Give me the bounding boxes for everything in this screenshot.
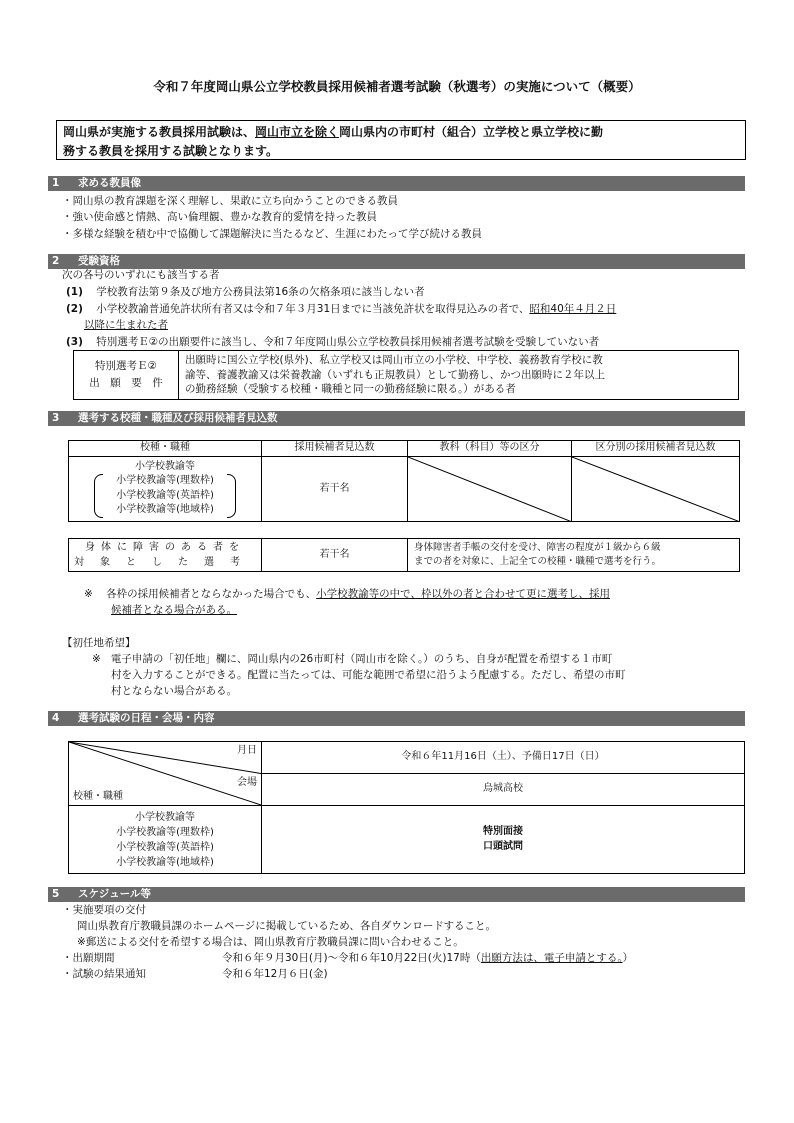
section-header-1 bbox=[48, 176, 745, 191]
special-requirement-table bbox=[73, 350, 739, 400]
section-header-2 bbox=[48, 254, 745, 269]
section-header-4 bbox=[48, 711, 745, 726]
section-title: 選考試験の日程・会場・内容 bbox=[78, 712, 215, 724]
corner-type-label: 校種・職種 bbox=[73, 790, 123, 802]
s5-period bbox=[222, 951, 633, 966]
special-content-cell bbox=[179, 351, 739, 400]
special-label-2: 出 願 要 件 bbox=[89, 377, 163, 389]
item-number: (3) bbox=[66, 336, 83, 348]
header-count: 採用候補者見込数 bbox=[262, 441, 408, 457]
first-post-title: 【初任地希望】 bbox=[62, 637, 136, 649]
section-number: 2 bbox=[52, 255, 60, 267]
first-post-line-3: 村とならない場合がある。 bbox=[111, 685, 237, 697]
disability-label-1: 身体に障害のある者を bbox=[85, 542, 245, 553]
type-item: 小学校教諭等(地域枠) bbox=[116, 504, 214, 516]
s1-item-3: ・多様な経験を積む中で協働して課題解決に当たるなど、生涯にわたって学び続ける教員 bbox=[62, 228, 482, 240]
selection-table bbox=[68, 440, 740, 522]
diagonal-line bbox=[408, 457, 571, 522]
s5-result-label: ・試験の結果通知 bbox=[62, 968, 146, 980]
intro-text: 岡山県が実施する教員採用試験は、 bbox=[63, 125, 256, 139]
period-end: ） bbox=[622, 952, 634, 964]
s2-item-2-cont: 以降に生まれた者 bbox=[84, 319, 168, 331]
section-header-3 bbox=[48, 411, 745, 426]
note-text: 各枠の採用候補者とならなかった場合でも、 bbox=[106, 588, 317, 600]
disability-count: 若干名 bbox=[262, 539, 408, 572]
header-subject-count: 区分別の採用候補者見込数 bbox=[572, 441, 740, 457]
first-post-line-2: 村を入力することができる。配置に当たっては、可能な範囲で希望に沿うよう配慮する。ただし、希望の市町 bbox=[111, 669, 626, 681]
disability-label-2: 対象とした選考 bbox=[74, 557, 256, 568]
content-item-2: 口頭試問 bbox=[483, 840, 523, 852]
document-title: 令和７年度岡山県公立学校教員採用候補者選考試験（秋選考）の実施について（概要） bbox=[153, 79, 641, 94]
item-text: 特別選考Ｅ②の出願要件に該当し、令和７年度岡山県公立学校教員採用候補者選考試験を受験していない者 bbox=[96, 336, 600, 348]
schedule-types-cell bbox=[69, 806, 262, 874]
corner-date-label: 月日 bbox=[237, 745, 257, 756]
disability-note-cell bbox=[408, 539, 740, 572]
s2-item-2 bbox=[66, 302, 616, 317]
schedule-content-cell bbox=[262, 806, 745, 874]
content-item-1: 特別面接 bbox=[483, 826, 523, 837]
s5-line-2: 岡山県教育庁教職員課のホームページに掲載しているため、各自ダウンロードすること。 bbox=[77, 920, 497, 932]
type-item: 小学校教諭等(英語枠) bbox=[116, 489, 214, 501]
s3-note bbox=[84, 587, 610, 602]
header-type: 校種・職種 bbox=[69, 441, 262, 457]
type-item: 小学校教諭等(英語枠) bbox=[116, 841, 214, 853]
section-title: 選考する校種・職種及び採用候補者見込数 bbox=[78, 412, 278, 424]
item-underlined: 昭和40年４月２日 bbox=[529, 303, 617, 315]
section-number: 4 bbox=[52, 712, 60, 724]
first-post-text: 電子申請の「初任地」欄に、岡山県内の26市町村（岡山市を除く。）のうち、自身が配置を希望する１市町 bbox=[110, 653, 613, 665]
section-number: 5 bbox=[52, 888, 60, 900]
bracket-right bbox=[227, 474, 236, 518]
first-post-line-1 bbox=[92, 652, 612, 667]
corner-venue-label: 会場 bbox=[237, 777, 257, 788]
special-line-1: 出願時に国公立学校(県外)、私立学校又は岡山市立の小学校、中学校、義務教育学校に教 bbox=[185, 354, 603, 367]
type-item: 小学校教諭等 bbox=[135, 460, 195, 472]
s1-item-1: ・岡山県の教育課題を深く理解し、果敢に立ち向かうことのできる教員 bbox=[62, 195, 398, 207]
subject-cell-empty bbox=[408, 456, 572, 522]
type-item: 小学校教諭等 bbox=[135, 811, 195, 823]
type-item: 小学校教諭等(地域枠) bbox=[116, 856, 214, 868]
intro-box bbox=[56, 120, 746, 160]
type-item: 小学校教諭等(理数枠) bbox=[116, 475, 214, 487]
special-line-3: の勤務経験（受験する校種・職種と同一の勤務経験に限る。）がある者 bbox=[185, 383, 516, 396]
period-text: 令和６年９月30日(月)～令和６年10月22日(火)17時（ bbox=[222, 952, 481, 964]
schedule-corner-cell bbox=[69, 742, 262, 806]
intro-line-1 bbox=[63, 123, 739, 142]
section-title: 求める教員像 bbox=[78, 177, 141, 189]
note-mark: ※ bbox=[84, 588, 93, 600]
item-text: 学校教育法第９条及び地方公務員法第16条の欠格条項に該当しない者 bbox=[96, 286, 425, 298]
schedule-date: 令和６年11月16日（土）、予備日17日（日） bbox=[262, 742, 745, 774]
section-number: 1 bbox=[52, 177, 60, 189]
s5-period-label: ・出願期間 bbox=[62, 952, 115, 964]
special-label-cell bbox=[74, 351, 179, 400]
disability-note-2: までの者を対象に、上記全ての校種・職種で選考を行う。 bbox=[414, 556, 662, 567]
section-title: スケジュール等 bbox=[78, 888, 151, 900]
s1-item-2: ・強い使命感と情熱、高い倫理観、豊かな教育的愛情を持った教員 bbox=[62, 211, 377, 223]
header-subject: 教科（科目）等の区分 bbox=[408, 441, 572, 457]
item-number: (2) bbox=[66, 303, 83, 315]
note-underlined: 小学校教諭等の中で、枠以外の者と合わせて更に選考し、採用 bbox=[316, 588, 610, 600]
s5-line-1: ・実施要項の交付 bbox=[62, 904, 146, 916]
types-cell bbox=[69, 456, 262, 522]
intro-underlined: 岡山市立を除く bbox=[255, 125, 340, 139]
s5-line-3: ※郵送による交付を希望する場合は、岡山県教育庁教職員課に問い合わせること。 bbox=[77, 936, 464, 948]
s2-item-1 bbox=[66, 285, 425, 300]
s2-lead: 次の各号のいずれにも該当する者 bbox=[62, 269, 220, 281]
count-cell: 若干名 bbox=[262, 456, 408, 522]
item-number: (1) bbox=[66, 286, 83, 298]
section-header-5 bbox=[48, 887, 745, 902]
bracket-left bbox=[94, 474, 103, 518]
note-mark: ※ bbox=[92, 653, 101, 665]
types-bracket bbox=[94, 460, 236, 518]
type-item: 小学校教諭等(理数枠) bbox=[116, 826, 214, 838]
schedule-table bbox=[68, 741, 745, 874]
s2-item-3 bbox=[66, 335, 599, 350]
intro-line-2: 務する教員を採用する試験となります。 bbox=[63, 143, 279, 158]
intro-text: 岡山県内の市町村（組合）立学校と県立学校に勤 bbox=[339, 125, 604, 139]
period-underlined: 出願方法は、電子申請とする。 bbox=[480, 952, 623, 964]
s3-note-cont: 候補者となる場合がある。 bbox=[111, 604, 237, 616]
disability-note-1: 身体障害者手帳の交付を受け、障害の程度が１級から６級 bbox=[414, 542, 661, 554]
subject-count-cell-empty bbox=[572, 456, 740, 522]
section-title: 受験資格 bbox=[78, 255, 120, 267]
special-line-2: 諭等、養護教諭又は栄養教諭（いずれも正規教員）として勤務し、かつ出願時に２年以上 bbox=[185, 368, 605, 381]
item-text: 小学校教諭普通免許状所有者又は令和７年３月31日までに当該免許状を取得見込みの者で、 bbox=[96, 303, 530, 315]
diagonal-line bbox=[572, 457, 739, 522]
schedule-venue: 烏城高校 bbox=[262, 774, 745, 806]
disability-table bbox=[68, 538, 740, 572]
special-label-1: 特別選考Ｅ② bbox=[95, 360, 157, 373]
s5-result: 令和６年12月６日(金) bbox=[222, 968, 328, 980]
section-number: 3 bbox=[52, 412, 60, 424]
disability-label-cell bbox=[69, 539, 262, 572]
